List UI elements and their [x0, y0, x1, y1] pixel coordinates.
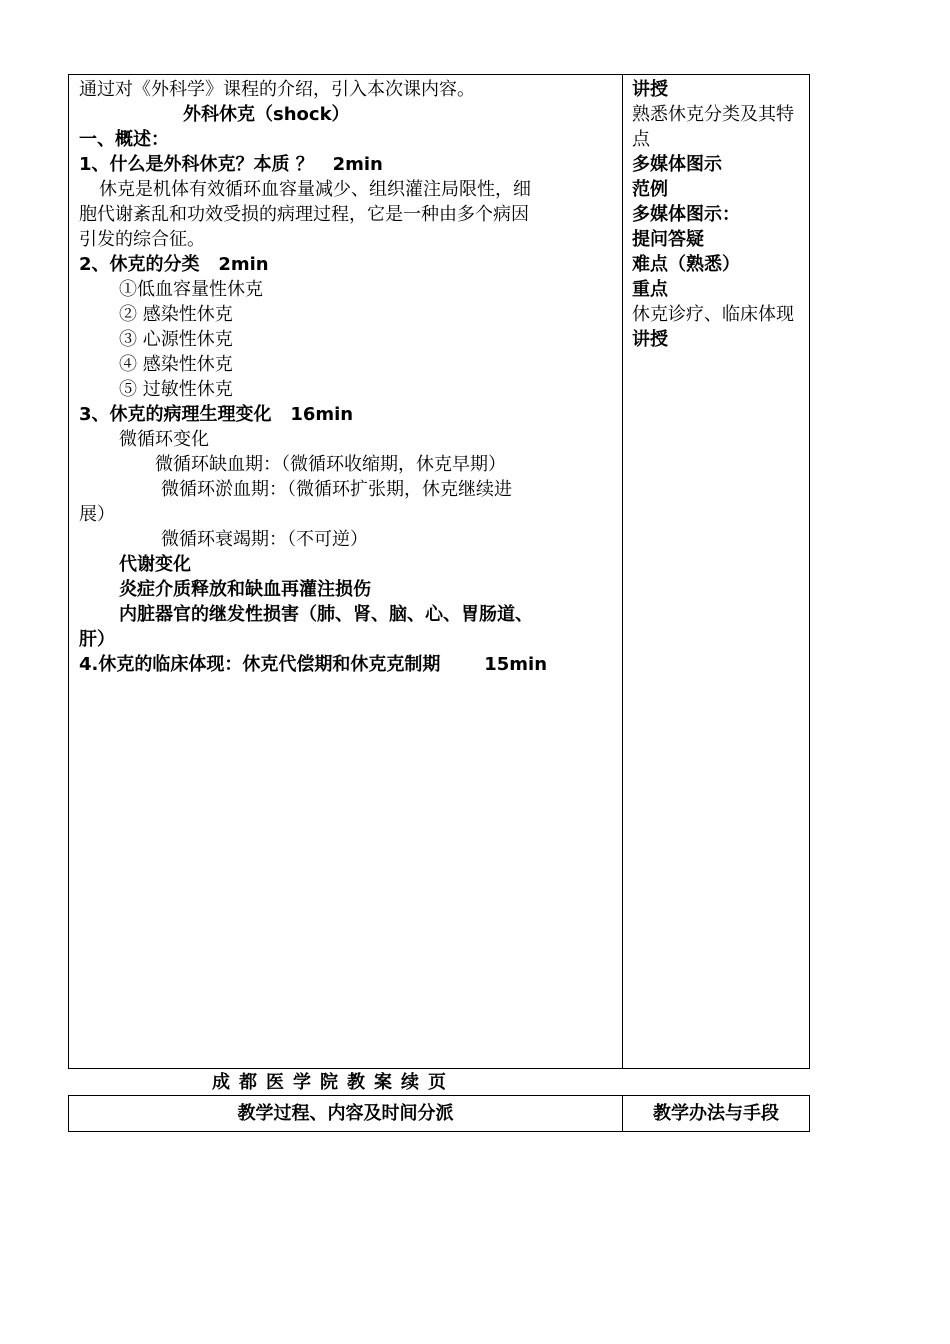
content-line: 肝） [79, 629, 115, 650]
content-line: ①低血容量性休克 [119, 279, 263, 300]
content-line: 展） [79, 504, 115, 525]
method-item: 休克诊疗、临床体现 [632, 304, 794, 325]
content-line: 微循环淤血期：（微循环扩张期，休克继续进 [161, 479, 512, 500]
content-line: 1、什么是外科休克？本质 ？ 2min [79, 154, 383, 175]
method-item: 范例 [632, 179, 668, 200]
continuation-page-title: 成都医学院教案续页 [212, 1072, 455, 1093]
content-line: ⑤ 过敏性休克 [119, 379, 233, 400]
method-item: 多媒体图示 [632, 154, 722, 175]
content-line: 内脏器官的继发性损害（肺、肾、脑、心、胃肠道、 [119, 604, 533, 625]
content-line: 代谢变化 [119, 554, 191, 575]
teaching-methods-column [632, 77, 807, 352]
teaching-content-column [79, 77, 604, 677]
content-line: 3、休克的病理生理变化 16min [79, 404, 354, 425]
content-line: ④ 感染性休克 [119, 354, 233, 375]
content-line: ② 感染性休克 [119, 304, 233, 325]
content-line: 2、休克的分类 2min [79, 254, 269, 275]
method-item: 重点 [632, 279, 668, 300]
header-teaching-methods: 教学办法与手段 [653, 1103, 779, 1124]
content-line: 一、概述： [79, 129, 169, 150]
content-line: 外科休克（shock） [183, 104, 350, 125]
method-item: 讲授 [632, 329, 668, 350]
column-divider [622, 75, 623, 1068]
method-item: 多媒体图示： [632, 204, 740, 225]
lesson-plan-table [68, 74, 810, 1069]
method-item: 熟悉休克分类及其特点 [632, 104, 794, 150]
content-line: 微循环衰竭期：（不可逆） [161, 529, 368, 550]
content-line: 休克是机体有效循环血容量减少、组织灌注局限性，细 [99, 179, 531, 200]
header-teaching-process: 教学过程、内容及时间分派 [237, 1103, 454, 1124]
content-line: 炎症介质释放和缺血再灌注损伤 [119, 579, 371, 600]
method-item: 提问答疑 [632, 229, 704, 250]
content-line: ③ 心源性休克 [119, 329, 233, 350]
content-line: 胞代谢紊乱和功效受损的病理过程，它是一种由多个病因 [79, 204, 529, 225]
content-line: 4.休克的临床体现：休克代偿期和休克克制期 15min [79, 654, 548, 675]
content-line: 引发的综合征。 [79, 229, 205, 250]
method-item: 讲授 [632, 79, 668, 100]
content-line: 微循环缺血期：（微循环收缩期，休克早期） [155, 454, 506, 475]
method-item: 难点（熟悉） [632, 254, 740, 275]
content-line: 通过对《外科学》课程的介绍，引入本次课内容。 [79, 79, 475, 100]
content-line: 微循环变化 [119, 429, 209, 450]
continuation-header-table [68, 1095, 810, 1132]
